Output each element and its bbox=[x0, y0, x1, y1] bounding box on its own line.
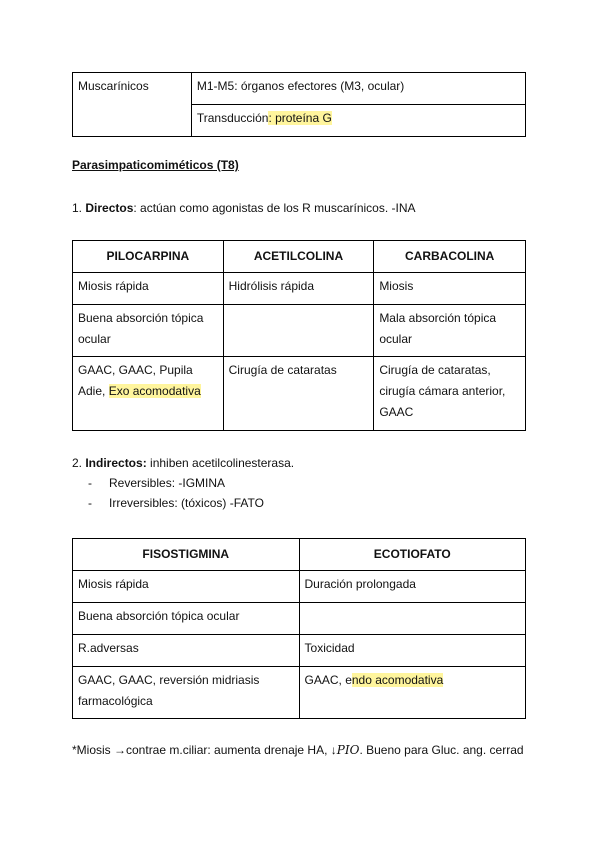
header-fisostigmina: FISOSTIGMINA bbox=[73, 539, 300, 571]
table-cell: Cirugía de cataratas bbox=[228, 363, 337, 377]
list-item-text: Reversibles: -IGMINA bbox=[109, 476, 226, 490]
list-item-text: Irreversibles: (tóxicos) -FATO bbox=[109, 496, 264, 510]
pilocarpina-highlight: Exo acomodativa bbox=[108, 384, 201, 398]
bullet-dash: - bbox=[88, 496, 92, 510]
table-row bbox=[73, 357, 526, 431]
table-header-row bbox=[73, 539, 526, 571]
table-cell: Hidrólisis rápida bbox=[228, 279, 315, 293]
pilocarpina-uses: GAAC, GAAC, Pupila Adie, bbox=[78, 363, 193, 398]
bullet-dash: - bbox=[88, 476, 92, 490]
muscarinic-label: Muscarínicos bbox=[78, 79, 149, 93]
footnote-text: *Miosis →contrae m.ciliar: aumenta drenaje HA, ↓ bbox=[72, 743, 337, 757]
header-ecotiofato: ECOTIOFATO bbox=[299, 539, 525, 571]
footnote-rest: . Bueno para Gluc. ang. cerrad bbox=[359, 743, 524, 757]
muscarinic-table bbox=[72, 72, 526, 137]
list-item bbox=[88, 494, 264, 512]
table-cell: Miosis bbox=[379, 279, 414, 293]
table-row bbox=[73, 571, 526, 603]
table-cell: Miosis rápida bbox=[78, 577, 149, 591]
table-cell bbox=[300, 667, 525, 694]
direct-agents-table bbox=[72, 240, 526, 431]
table-cell: Toxicidad bbox=[304, 641, 355, 655]
indirect-text: inhiben acetilcolinesterasa. bbox=[146, 456, 295, 470]
direct-text: : actúan como agonistas de los R muscarínicos. -INA bbox=[133, 201, 416, 215]
transduction-prefix: Transducción bbox=[196, 111, 269, 125]
table-row bbox=[73, 635, 526, 667]
list-item bbox=[88, 474, 225, 492]
table-cell: Cirugía de cataratas, cirugía cámara anterior, GAAC bbox=[379, 363, 506, 419]
table-row bbox=[73, 667, 526, 719]
table-header-row bbox=[73, 241, 526, 273]
table-cell bbox=[300, 603, 525, 609]
direct-label: Directos bbox=[85, 201, 134, 215]
table-cell: GAAC, GAAC, reversión midriasis farmacológica bbox=[78, 673, 260, 708]
indirect-paragraph bbox=[72, 454, 294, 472]
ecotiofato-uses: GAAC, e bbox=[304, 673, 352, 687]
indirect-number: 2. bbox=[72, 456, 86, 470]
header-acetilcolina: ACETILCOLINA bbox=[223, 241, 374, 273]
ecotiofato-highlight: ndo acomodativa bbox=[351, 673, 444, 687]
table-cell bbox=[73, 357, 223, 405]
muscarinic-receptors-cell bbox=[191, 73, 525, 105]
table-row bbox=[73, 305, 526, 357]
direct-paragraph bbox=[72, 199, 416, 217]
table-cell: Miosis rápida bbox=[78, 279, 149, 293]
header-carbacolina: CARBACOLINA bbox=[374, 241, 526, 273]
table-row bbox=[73, 603, 526, 635]
transduction-text bbox=[192, 105, 525, 132]
footnote bbox=[72, 741, 524, 759]
footnote-pio: PIO bbox=[336, 743, 360, 757]
muscarinic-receptors: M1-M5: órganos efectores (M3, ocular) bbox=[196, 79, 405, 93]
transduction-cell bbox=[191, 105, 525, 137]
table-cell: Duración prolongada bbox=[304, 577, 416, 591]
transduction-highlight: : proteína G bbox=[268, 111, 332, 125]
direct-number: 1. bbox=[72, 201, 86, 215]
indirect-label: Indirectos: bbox=[85, 456, 147, 470]
table-row bbox=[73, 273, 526, 305]
table-cell: Mala absorción tópica ocular bbox=[379, 311, 497, 346]
indirect-agents-table bbox=[72, 538, 526, 719]
table-cell: Buena absorción tópica ocular bbox=[78, 609, 240, 623]
header-pilocarpina: PILOCARPINA bbox=[73, 241, 224, 273]
table-cell: R.adversas bbox=[78, 641, 139, 655]
muscarinic-label-cell bbox=[73, 73, 192, 137]
section-title: Parasimpaticomiméticos (T8) bbox=[72, 158, 239, 172]
table-cell bbox=[224, 305, 374, 311]
table-cell: Buena absorción tópica ocular bbox=[78, 311, 204, 346]
